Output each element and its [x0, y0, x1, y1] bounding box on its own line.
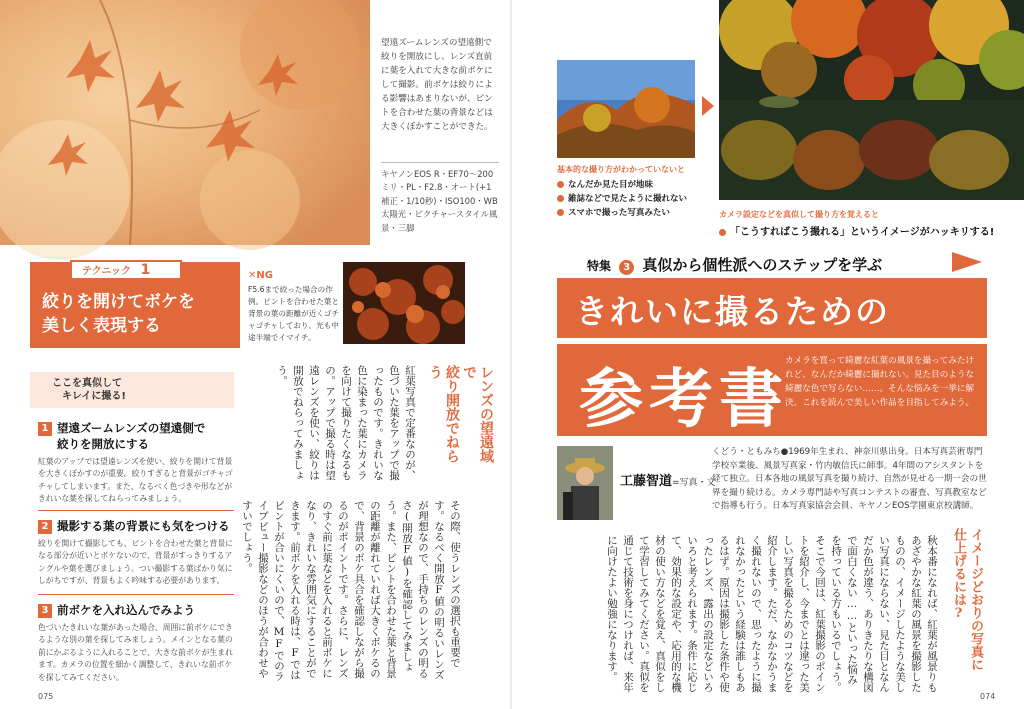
big-caption-point: 「こうすればこう撮れる」というイメージがハッキリする! [719, 223, 994, 238]
tip-item-2 [38, 518, 238, 588]
vertical-body-right: 秋本番になれば、紅葉が風景りもあざやかな紅葉の風景を撮影したものの、イメージしたような美しい写真にならない、見た目となんだか色が違う、ありきたりな構図で面白くない……といった悩みを持っている方もいるでしょう。そこで今回は、紅葉撮影のポイントを紹介し、今までとは違った美しい写真を撮るためのコツなどを紹介します。ただ、なかなかうまく撮れないので、思ったように撮れなかったという経験は誰しもあるはず。原因は撮影した条件や使ったレンズ、露出の設定などいろいろと考えられます。条件に応じて、効果的な設定や、応用的な機材の使い方などを覚え、真似をして学習してみてください。真似を通じて技術を身につければ、来年に向けたよい勉強になります。 [606, 535, 938, 693]
item-divider [38, 594, 234, 595]
tip-label-2: キレイに撮る! [62, 391, 126, 402]
technique-title-2: 美しく表現する [42, 316, 161, 336]
lake-reflection-photo [719, 0, 1024, 200]
tip-label-1: ここを真似して [52, 378, 122, 389]
item-title: 撮影する葉の背景にも気をつける [57, 519, 230, 533]
item-divider [38, 510, 234, 511]
technique-title-1: 絞りを開けてボケを [42, 292, 195, 312]
small-caption-heading: 基本的な撮り方がわかっていないと [557, 165, 685, 174]
bad-point: スマホで撮った写真みたい [557, 206, 687, 220]
page-number-left: 075 [38, 692, 54, 701]
item-number: 3 [38, 604, 52, 618]
vertical-body-upper: 紅葉写真で定番なのが、色づいた葉をアップで撮ったものです。きれいな色に染まった葉にカメラを向けて撮りたくなるもの。アップで撮る時は望遠レンズを使い、絞りは開放でねらってみましょう。 [276, 365, 416, 481]
title-big: 参考書 [579, 362, 789, 437]
small-autumn-photo [557, 60, 695, 158]
feature-label: 特集 [587, 259, 612, 273]
bad-points-list [557, 178, 687, 220]
item-title: 前ボケを入れ込んでみよう [57, 603, 195, 617]
big-caption-heading: カメラ設定などを真似して撮り方を覚えると [719, 210, 879, 219]
item-title: 望遠ズームレンズの望遠側で [57, 421, 206, 435]
author-photo [557, 446, 613, 520]
ng-caption: F5.6まで絞った場合の作例。ピントを合わせた葉と背景の葉の距離が近くゴチャゴチャしており、光も中途半端でイマイチ。 [248, 285, 340, 342]
ng-label: ✕NG [248, 270, 273, 281]
bad-point: 雑誌などで見たように撮れない [557, 192, 687, 206]
item-body: 色づいたきれいな葉があった場合、周囲に前ボケにできるような別の葉を探してみましょう。メインとなる葉の前にかぶるように入れることで、大きな前ボケが生まれます。カメラの位置を細かく調整して、きれいな前ボケを探してみてください。 [38, 623, 233, 682]
tip-item-1 [38, 420, 238, 506]
title-line-1: きれいに撮るための [575, 292, 890, 331]
tip-item-3 [38, 602, 238, 684]
intro-text: カメラを買って綺麗な紅葉の風景を撮ってみたけれど、なんだか綺麗に撮れない。見た目のような綺麗な色で写らない……。そんな悩みを一挙に解決。これを読んで美しい作品を目指してみよう。 [785, 356, 975, 408]
author-name: 工藤智道 [620, 474, 673, 489]
title-big-bar [557, 344, 987, 436]
bullet-icon [719, 229, 726, 236]
caption-divider [381, 162, 499, 163]
feature-header [587, 254, 882, 275]
right-page [512, 0, 1024, 709]
bad-point: なんだか見た目が地味 [557, 178, 687, 192]
item-number: 2 [38, 520, 52, 534]
tip-badge [30, 372, 234, 408]
vertical-heading-right: イメージどおりの写真に 仕上げるには? [951, 528, 983, 671]
photo-spec: キヤノンEOS R・EF70〜200ミリ・PL・F2.8・オート(+1補正・1/10秒)・ISO100・WB太陽光・ピクチャースタイル風景・三脚 [381, 169, 498, 233]
technique-label: テクニック [82, 266, 131, 277]
feature-number: 3 [619, 260, 634, 275]
author-bio: くどう・ともみち●1969年生まれ、神奈川県出身。日本写真芸術専門学校卒業後、風景写真家・竹内敏信氏に師事。4年間のアシスタントを経て独立。日本各地の風景写真を撮り続け、自然が見せる一期一会の世界を撮り続ける。カメラ専門誌や写真コンテストの審査、写真教室などで指導も行う。日本写真家協会会員、キヤノンEOS学園東京校講師。 [712, 447, 987, 512]
technique-tab [70, 260, 182, 280]
technique-box [30, 262, 240, 348]
feature-subtitle: 真似から個性派へのステップを学ぶ [642, 256, 883, 274]
bullet-icon [557, 209, 564, 216]
bullet-icon [557, 181, 564, 188]
ng-mark-icon: ✕ [248, 270, 257, 281]
vertical-body-lower: その際、使うレンズの選択も重要です。なるべく開放F値の明るいレンズが理想なので、手持ちのレンズの明るさ(開放F値)を確認してみましょう。また、ピントを合わせた葉と背景の距離が離れていれば大きくボケるので、背景のボケ具合を確認しながら撮るのがポイントです。さらに、レンズのすぐ前に葉などを入れると前ボケになり、きれいな雰囲気にすることができます。前ボケを入れる時は、Fではピントが合いにくいので、MFでのライブビュー撮影などのほうが合わせやすいでしょう。 [241, 500, 461, 682]
arrow-right-icon [702, 96, 714, 116]
author-role: =写真・文 [672, 478, 716, 488]
ng-photo [343, 262, 465, 344]
vertical-heading: レンズの望遠域で 絞り開放でねらう [427, 365, 494, 463]
bullet-icon [557, 195, 564, 202]
photo-caption: 望遠ズームレンズの望遠側で絞りを開放にし、レンズ直前に葉を入れて大きな前ボケにして撮影。前ボケは絞りによる影響はあまりないが、ピントを合わせた葉の背景などは大きくぼかすことができた。 [381, 38, 493, 132]
author-name-block [620, 470, 716, 489]
item-number: 1 [38, 422, 52, 436]
maple-bokeh-photo [0, 0, 370, 245]
header-arrow-icon [952, 252, 982, 272]
page-number-right: 074 [980, 692, 996, 701]
technique-number: 1 [140, 262, 151, 278]
item-title-2: 絞りを開放にする [57, 437, 149, 451]
item-body: 紅葉のアップでは望遠レンズを使い、絞りを開けて背景を大きくぼかすのが重要。絞りすぎると背景がゴチャゴチャしてしまいます。また、なるべく色づきや形などがきれいな葉を探してねらってみましょう。 [38, 457, 233, 504]
title-bar [557, 278, 987, 338]
item-body: 絞りを開けて撮影しても、ピントを合わせた葉と背景になる部分が近いとボケないので、背景がすっきりするアングルや葉を選びましょう。つい撮影する葉ばかり気にしがちですが、背景もよく吟味する必要があります。 [38, 539, 233, 586]
